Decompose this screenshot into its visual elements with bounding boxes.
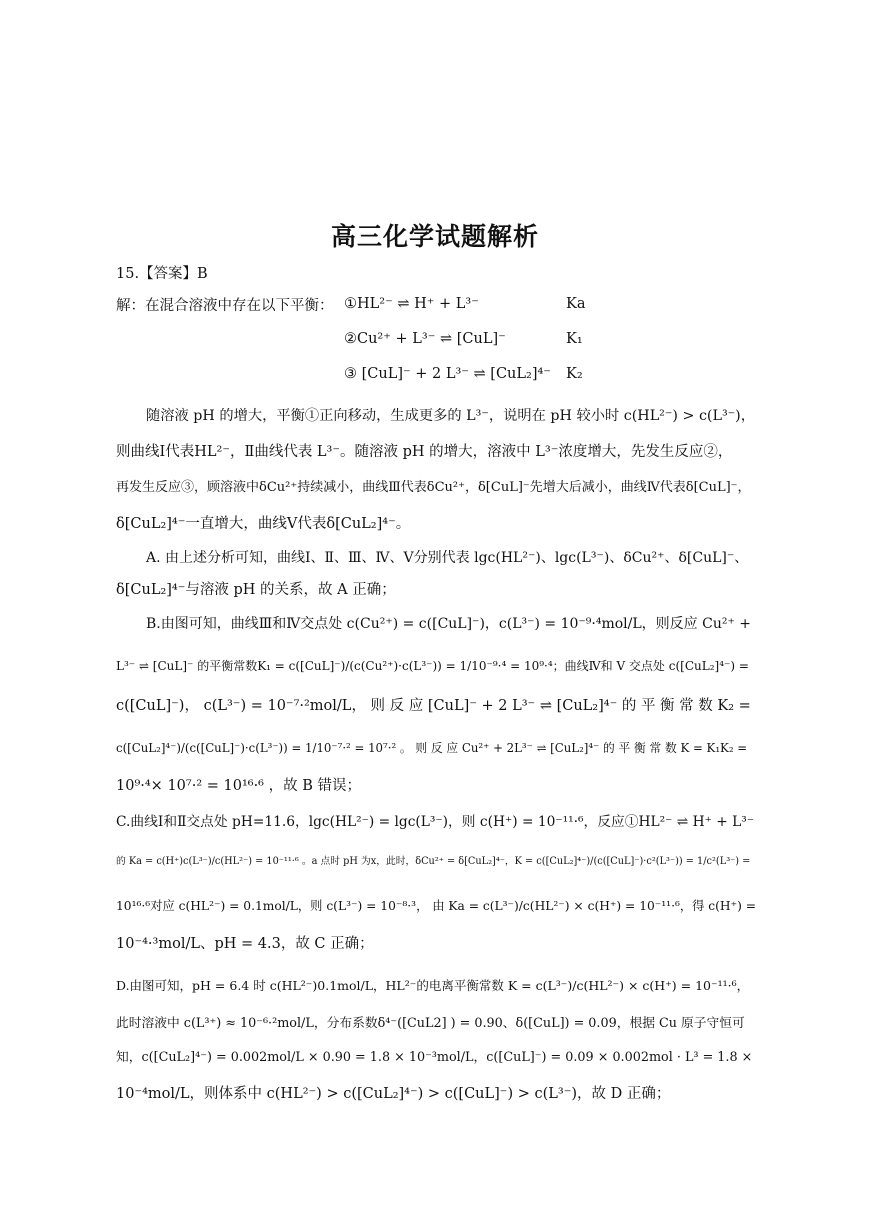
option-c-line: C.曲线Ⅰ和Ⅱ交点处 pH=11.6，lgc(HL²⁻) = lgc(L³⁻)，则 c(H⁺) = 10⁻¹¹·⁶，反应①HL²⁻ ⇌ H⁺ + L³⁻ [116, 814, 755, 830]
equilibrium-2: ②Cu²⁺ + L³⁻ ⇌ [CuL]⁻ [344, 331, 506, 347]
option-c-line: 10¹⁶·⁶对应 c(HL²⁻) = 0.1mol/L，则 c(L³⁻) = 10⁻⁸·³， 由 Ka = c(L³⁻)/c(HL²⁻) × c(H⁺) = 10⁻¹¹·⁶，得 c(H⁺) = [116, 899, 756, 913]
page-title: 高三化学试题解析 [330, 222, 539, 251]
analysis-line: δ[CuL₂]⁴⁻一直增大，曲线Ⅴ代表δ[CuL₂]⁴⁻。 [116, 516, 411, 532]
analysis-line: 随溶液 pH 的增大，平衡①正向移动，生成更多的 L³⁻，说明在 pH 较小时 c(HL²⁻) > c(L³⁻)， [146, 408, 755, 424]
option-b-line: B.由图可知，曲线Ⅲ和Ⅳ交点处 c(Cu²⁺) = c([CuL]⁻)，c(L³⁻) = 10⁻⁹·⁴mol/L，则反应 Cu²⁺ + [146, 616, 752, 632]
option-a-line: A. 由上述分析可知，曲线Ⅰ、Ⅱ、Ⅲ、Ⅳ、Ⅴ分别代表 lgc(HL²⁻)、lgc(L³⁻)、δCu²⁺、δ[CuL]⁻、 [146, 550, 749, 566]
equilibrium-1: ①HL²⁻ ⇌ H⁺ + L³⁻ [344, 296, 479, 312]
option-c-line: 10⁻⁴·³mol/L、pH = 4.3，故 C 正确； [116, 936, 374, 952]
option-b-line: L³⁻ ⇌ [CuL]⁻ 的平衡常数K₁ = c([CuL]⁻)/(c(Cu²⁺)·c(L³⁻)) = 1/10⁻⁹·⁴ = 10⁹·⁴；曲线Ⅳ和 Ⅴ 交点处 c([CuL₂]⁴⁻) = [116, 659, 749, 673]
analysis-line: 则曲线Ⅰ代表HL²⁻，Ⅱ曲线代表 L³⁻。随溶液 pH 的增大，溶液中 L³⁻浓度增大，先发生反应②， [116, 444, 733, 460]
equilibrium-1-constant: Ka [566, 296, 586, 312]
option-d-line: 知，c([CuL₂]⁴⁻) = 0.002mol/L × 0.90 = 1.8 × 10⁻³mol/L，c([CuL]⁻) = 0.09 × 0.002mol · L³ = 1.8 × [116, 1050, 753, 1065]
answer-line: 15.【答案】B [116, 266, 208, 282]
option-d-line: 10⁻⁴mol/L，则体系中 c(HL²⁻) > c([CuL₂]⁴⁻) > c([CuL]⁻) > c(L³⁻)，故 D 正确； [116, 1086, 671, 1102]
equilibrium-3-constant: K₂ [566, 366, 583, 382]
option-c-line: 的 Ka = c(H⁺)c(L³⁻)/c(HL²⁻) = 10⁻¹¹·⁶ 。a 点时 pH 为x，此时，δCu²⁺ = δ[CuL₂]⁴⁻，K = c([CuL₂]⁴⁻)/(c([CuL]⁻)·c²(L³⁻)) = 1/c²(L³⁻) = [116, 856, 751, 867]
solution-intro: 解：在混合溶液中存在以下平衡： [116, 298, 334, 314]
option-d-line: D.由图可知，pH = 6.4 时 c(HL²⁻)0.1mol/L，HL²⁻的电离平衡常数 K = c(L³⁻)/c(HL²⁻) × c(H⁺) = 10⁻¹¹·⁶， [116, 978, 750, 993]
option-b-line: 10⁹·⁴× 10⁷·² = 10¹⁶·⁶ ，故 B 错误； [116, 778, 361, 794]
option-a-line: δ[CuL₂]⁴⁻与溶液 pH 的关系，故 A 正确； [116, 582, 396, 598]
option-b-line: c([CuL]⁻)， c(L³⁻) = 10⁻⁷·²mol/L， 则 反 应 [CuL]⁻ + 2 L³⁻ ⇌ [CuL₂]⁴⁻ 的 平 衡 常 数 K₂ = [116, 698, 751, 714]
equilibrium-2-constant: K₁ [566, 331, 583, 347]
equilibrium-3: ③ [CuL]⁻ + 2 L³⁻ ⇌ [CuL₂]⁴⁻ [344, 366, 551, 382]
analysis-line: 再发生反应③，顾溶液中δCu²⁺持续减小，曲线Ⅲ代表δCu²⁺，δ[CuL]⁻先增大后减小，曲线Ⅳ代表δ[CuL]⁻， [116, 480, 751, 495]
option-b-line: c([CuL₂]⁴⁻)/(c([CuL]⁻)·c(L³⁻)) = 1/10⁻⁷·² = 10⁷·² 。 则 反 应 Cu²⁺ + 2L³⁻ ⇌ [CuL₂]⁴⁻ 的 平 衡 常 数 K = K₁K₂ = [116, 741, 748, 755]
option-d-line: 此时溶液中 c(L³⁺) ≈ 10⁻⁶·²mol/L，分布系数δ⁴⁻([CuL2] ) = 0.90、δ([CuL]) = 0.09，根据 Cu 原子守恒可 [116, 1016, 745, 1031]
